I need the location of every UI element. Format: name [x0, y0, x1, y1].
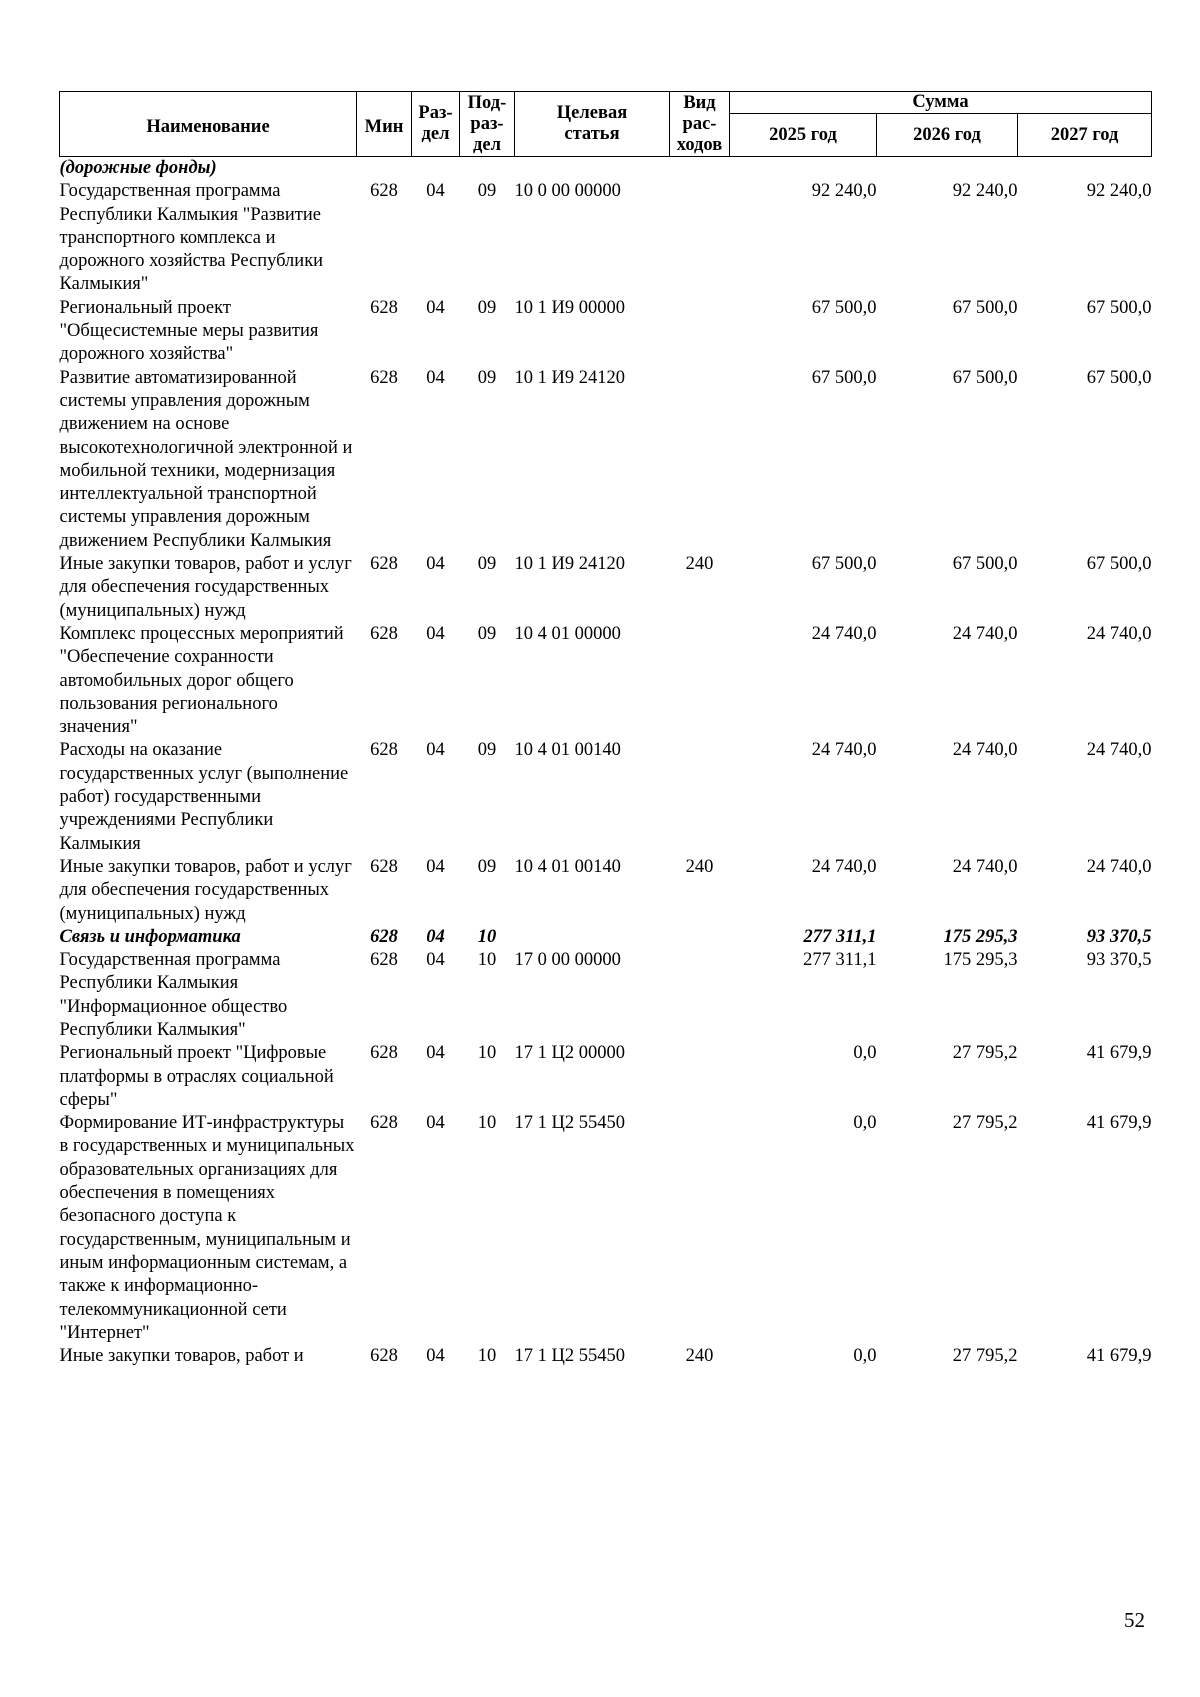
row-name: Связь и информатика [59, 926, 241, 947]
row-name: Иные закупки товаров, работ и услуг для обеспечения государственных (муниципальных) нужд [59, 856, 352, 924]
row-ministry-code: 628 [370, 856, 398, 877]
row-subsection-code: 09 [477, 367, 497, 388]
row-amount-2026: 175 295,3 [943, 950, 1018, 971]
table-row [60, 1345, 1152, 1368]
row-subsection-code: 10 [477, 1346, 497, 1367]
row-expense-type [670, 623, 730, 739]
header-year-2026: 2026 год [877, 114, 1018, 157]
table-body [60, 157, 1152, 1369]
row-amount-2027: 41 679,9 [1086, 1043, 1152, 1064]
row-name: Иные закупки товаров, работ и услуг для обеспечения государственных (муниципальных) нужд [59, 554, 352, 621]
row-amount-2027: 67 500,0 [1086, 297, 1152, 318]
row-amount-2025: 24 740,0 [811, 740, 877, 761]
row-expense-type [670, 1042, 730, 1112]
row-amount-2026: 175 295,3 [943, 926, 1018, 947]
row-section-code: 04 [426, 856, 445, 877]
row-name: Комплекс процессных мероприятий "Обеспечение сохранности автомобильных дорог общего пользования регионального значения" [59, 623, 344, 738]
row-ministry-code: 628 [370, 623, 398, 644]
row-target-article: 10 4 01 00000 [514, 623, 621, 644]
row-subsection-code: 09 [477, 623, 497, 644]
table-row [60, 623, 1152, 739]
row-target-article: 17 1 Ц2 55450 [514, 1113, 625, 1134]
header-target-article: Целевая статья [515, 92, 670, 157]
table-row [60, 367, 1152, 553]
table-row [60, 739, 1152, 855]
row-amount-2027: 67 500,0 [1086, 554, 1152, 575]
row-target-article [515, 157, 670, 181]
row-target-article: 17 0 00 00000 [514, 950, 621, 971]
row-amount-2026: 67 500,0 [952, 554, 1018, 575]
row-name: Формирование ИТ-инфраструктуры в государственных и муниципальных образовательных организациях для обеспечения в помещениях безопасного доступа к государственным, муниципальным и иным информационным системам, а также к информационно-телекоммуникационной сети "Интернет" [59, 1113, 355, 1343]
row-ministry-code: 628 [370, 1346, 398, 1367]
row-name: Расходы на оказание государственных услуг (выполнение работ) государственными учреждениями Республики Калмыкия [59, 740, 349, 854]
row-amount-2027: 93 370,5 [1086, 950, 1152, 971]
table-row [60, 926, 1152, 949]
row-name: Развитие автоматизированной системы управления дорожным движением на основе высокотехнологичной электронной и мобильной техники, модернизация интеллектуальной транспортной системы управления дорожным движением Республики Калмыкия [59, 367, 353, 551]
row-section-code: 04 [426, 1346, 445, 1367]
row-subsection-code: 09 [477, 181, 497, 202]
table-row [60, 553, 1152, 623]
row-name: Государственная программа Республики Калмыкия "Информационное общество Республики Калмыкия" [59, 950, 288, 1040]
row-expense-type [670, 157, 730, 181]
row-subsection-code: 10 [477, 1113, 497, 1134]
row-section-code: 04 [426, 297, 445, 318]
row-amount-2027: 67 500,0 [1086, 367, 1152, 388]
table-row [60, 949, 1152, 1042]
row-ministry-code: 628 [370, 554, 398, 575]
row-expense-type [670, 926, 730, 949]
row-target-article: 10 1 И9 24120 [514, 367, 625, 388]
row-amount-2027: 24 740,0 [1086, 856, 1152, 877]
row-target-article: 17 1 Ц2 55450 [514, 1346, 625, 1367]
row-amount-2027: 93 370,5 [1086, 926, 1152, 947]
row-section-code: 04 [426, 1043, 445, 1064]
row-expense-type [670, 367, 730, 553]
row-subsection-code: 09 [477, 740, 497, 761]
row-amount-2026 [877, 157, 1018, 181]
row-amount-2025: 0,0 [853, 1043, 877, 1064]
row-amount-2027: 41 679,9 [1086, 1113, 1152, 1134]
row-amount-2027: 24 740,0 [1086, 623, 1152, 644]
row-target-article: 10 1 И9 00000 [514, 297, 625, 318]
row-subsection-code: 10 [477, 950, 497, 971]
table-row [60, 1042, 1152, 1112]
row-expense-type [670, 1112, 730, 1345]
header-year-2027: 2027 год [1018, 114, 1152, 157]
row-amount-2027: 41 679,9 [1086, 1346, 1152, 1367]
row-amount-2025: 24 740,0 [811, 856, 877, 877]
table-row [60, 856, 1152, 926]
header-name: Наименование [60, 92, 357, 157]
row-target-article: 17 1 Ц2 00000 [514, 1043, 625, 1064]
row-section-code: 04 [426, 181, 445, 202]
row-amount-2026: 27 795,2 [952, 1346, 1018, 1367]
row-amount-2025: 24 740,0 [811, 623, 877, 644]
row-name: Региональный проект "Общесистемные меры развития дорожного хозяйства" [59, 297, 319, 365]
table-row [60, 157, 1152, 181]
row-ministry-code: 628 [370, 740, 398, 761]
row-amount-2025: 92 240,0 [811, 181, 877, 202]
header-sum: Сумма [730, 92, 1152, 114]
row-section-code: 04 [426, 740, 445, 761]
row-name: Региональный проект "Цифровые платформы в отраслях социальной сферы" [59, 1043, 334, 1110]
row-ministry-code: 628 [370, 297, 398, 318]
table-header [60, 92, 1152, 157]
row-target-article: 10 1 И9 24120 [514, 554, 625, 575]
row-amount-2026: 24 740,0 [952, 623, 1018, 644]
table-row [60, 297, 1152, 367]
row-ministry-code: 628 [370, 181, 398, 202]
row-expense-type [670, 297, 730, 367]
row-amount-2026: 67 500,0 [952, 367, 1018, 388]
row-amount-2026: 24 740,0 [952, 856, 1018, 877]
row-target-article: 10 4 01 00140 [514, 856, 621, 877]
row-name: Иные закупки товаров, работ и [59, 1346, 304, 1367]
row-ministry-code: 628 [370, 367, 398, 388]
row-amount-2027: 24 740,0 [1086, 740, 1152, 761]
row-amount-2025: 0,0 [853, 1346, 877, 1367]
row-subsection-code [460, 157, 515, 181]
header-expense-type: Вид рас- ходов [670, 92, 730, 157]
row-amount-2026: 24 740,0 [952, 740, 1018, 761]
row-ministry-code: 628 [370, 1113, 398, 1134]
row-section-code: 04 [426, 554, 445, 575]
row-name: (дорожные фонды) [59, 158, 217, 178]
row-ministry-code: 628 [370, 950, 398, 971]
row-amount-2027 [1018, 157, 1152, 181]
row-expense-type [670, 180, 730, 296]
header-podrazdel: Под- раз- дел [460, 92, 515, 157]
row-subsection-code: 09 [477, 297, 497, 318]
row-subsection-code: 09 [477, 856, 497, 877]
row-section-code: 04 [426, 367, 445, 388]
row-expense-type [670, 739, 730, 855]
row-amount-2025: 67 500,0 [811, 367, 877, 388]
row-expense-type: 240 [685, 856, 714, 877]
row-amount-2025 [730, 157, 877, 181]
page-number: 52 [1124, 1608, 1145, 1632]
row-amount-2027: 92 240,0 [1086, 181, 1152, 202]
row-subsection-code: 09 [477, 554, 497, 575]
row-target-article: 10 0 00 00000 [514, 181, 621, 202]
row-name: Государственная программа Республики Калмыкия "Развитие транспортного комплекса и дорожного хозяйства Республики Калмыкия" [59, 181, 324, 295]
row-ministry-code: 628 [370, 1043, 398, 1064]
row-ministry-code [357, 157, 412, 181]
budget-table [59, 91, 1152, 1368]
row-target-article [515, 926, 670, 949]
row-subsection-code: 10 [477, 926, 497, 947]
row-amount-2025: 277 311,1 [803, 950, 877, 971]
row-amount-2026: 67 500,0 [952, 297, 1018, 318]
row-section-code: 04 [426, 1113, 445, 1134]
row-amount-2026: 27 795,2 [952, 1043, 1018, 1064]
row-section-code: 04 [426, 623, 445, 644]
row-amount-2025: 277 311,1 [803, 926, 877, 947]
row-amount-2025: 67 500,0 [811, 554, 877, 575]
header-razdel: Раз- дел [412, 92, 460, 157]
row-amount-2025: 67 500,0 [811, 297, 877, 318]
header-year-2025: 2025 год [730, 114, 877, 157]
row-amount-2026: 27 795,2 [952, 1113, 1018, 1134]
row-section-code: 04 [426, 926, 445, 947]
row-ministry-code: 628 [370, 926, 398, 947]
header-min: Мин [357, 92, 412, 157]
row-subsection-code: 10 [477, 1043, 497, 1064]
table-row [60, 1112, 1152, 1345]
row-expense-type: 240 [685, 1346, 714, 1367]
row-expense-type [670, 949, 730, 1042]
row-expense-type: 240 [685, 554, 714, 575]
row-section-code [412, 157, 460, 181]
row-target-article: 10 4 01 00140 [514, 740, 621, 761]
row-amount-2025: 0,0 [853, 1113, 877, 1134]
row-section-code: 04 [426, 950, 445, 971]
row-amount-2026: 92 240,0 [952, 181, 1018, 202]
table-row [60, 180, 1152, 296]
